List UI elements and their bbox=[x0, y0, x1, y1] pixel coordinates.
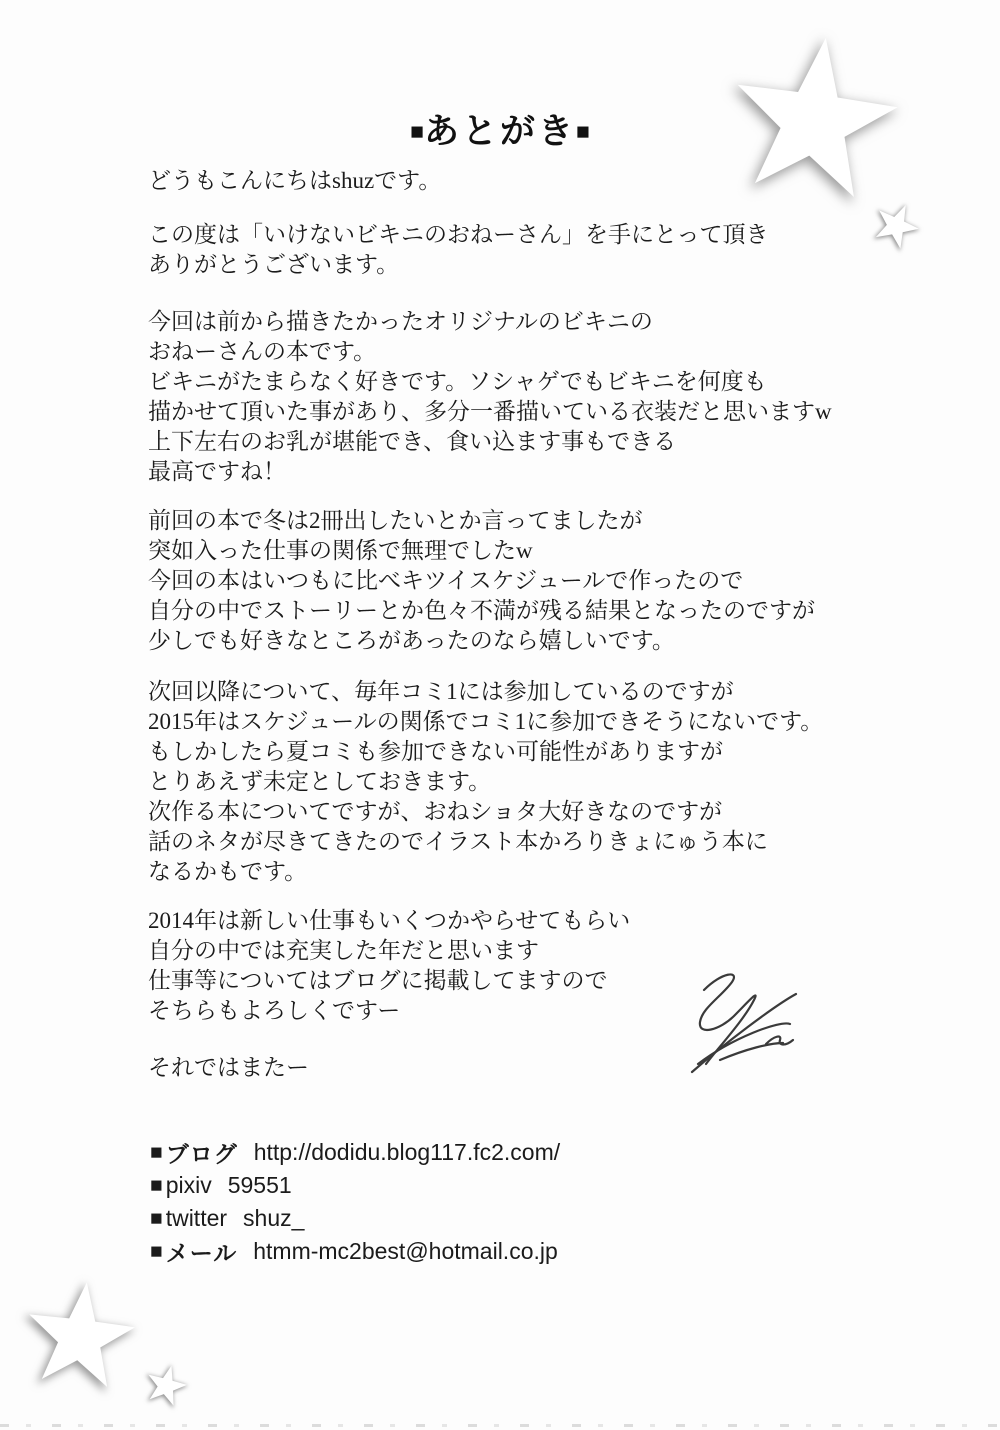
text-line: 次回以降について、毎年コミ1には参加しているのですが bbox=[148, 679, 734, 704]
contact-row-pixiv bbox=[150, 1169, 560, 1202]
pixiv-id: 59551 bbox=[227, 1172, 292, 1198]
text-line: 少しでも好きなところがあったのなら嬉しいです。 bbox=[148, 628, 675, 653]
text-line: そちらもよろしくですー bbox=[148, 998, 401, 1023]
text-line: ビキニがたまらなく好きです。ソシャゲでもビキニを何度も bbox=[148, 369, 767, 394]
square-bullet-icon: ■ bbox=[150, 1140, 163, 1164]
text-line: 今回は前から描きたかったオリジナルのビキニの bbox=[148, 309, 653, 334]
square-bullet-icon: ■ bbox=[150, 1206, 163, 1230]
text-line: 自分の中でストーリーとか色々不満が残る結果となったのですが bbox=[148, 598, 815, 623]
square-bullet-icon: ■ bbox=[410, 119, 424, 144]
text-line: なるかもです。 bbox=[148, 859, 308, 884]
square-bullet-icon: ■ bbox=[150, 1173, 163, 1197]
star-icon-small-bottom-left bbox=[139, 1359, 192, 1411]
text-line: 2014年は新しい仕事もいくつかやらせてもらい bbox=[148, 908, 631, 933]
text-line: もしかしたら夏コミも参加できない可能性がありますが bbox=[148, 739, 723, 764]
star-icon-large-bottom-left bbox=[15, 1276, 139, 1396]
paragraph-next-events bbox=[148, 677, 823, 887]
text-line: 前回の本で冬は2冊出したいとか言ってましたが bbox=[148, 508, 643, 533]
text-line: とりあえず未定としておきます。 bbox=[148, 769, 492, 794]
blog-url: http://dodidu.blog117.fc2.com/ bbox=[253, 1139, 561, 1165]
text-line: この度は「いけないビキニのおねーさん」を手にとって頂き bbox=[148, 222, 769, 247]
twitter-handle: shuz_ bbox=[243, 1205, 305, 1231]
text-line: 2015年はスケジュールの関係でコミ1に参加できそうにないです。 bbox=[148, 709, 824, 734]
text-line: 次作る本についてですが、おねショタ大好きなのですが bbox=[148, 799, 723, 824]
text-line: 話のネタが尽きてきたのでイラスト本かろりきょにゅう本に bbox=[148, 829, 768, 854]
contact-row-twitter bbox=[150, 1202, 560, 1235]
paragraph-thanks bbox=[148, 220, 769, 280]
text-line: 今回の本はいつもに比べキツイスケジュールで作ったので bbox=[148, 568, 744, 593]
text-line: 最高ですね！ bbox=[148, 459, 286, 484]
author-signature bbox=[692, 974, 796, 1072]
text-line: 上下左右のお乳が堪能でき、食い込ます事もできる bbox=[148, 429, 677, 454]
paragraph-year-review bbox=[148, 906, 630, 1026]
text-line: 突如入った仕事の関係で無理でしたw bbox=[148, 538, 533, 563]
contact-info bbox=[150, 1136, 560, 1268]
paragraph-greeting bbox=[148, 166, 441, 196]
email-address: htmm-mc2best@hotmail.co.jp bbox=[253, 1238, 558, 1264]
contact-label: twitter bbox=[165, 1205, 228, 1231]
paragraph-farewell bbox=[148, 1053, 309, 1083]
contact-label: pixiv bbox=[165, 1172, 212, 1198]
text-line: 描かせて頂いた事があり、多分一番描いている衣装だと思いますw bbox=[148, 399, 832, 424]
contact-label: ブログ bbox=[165, 1142, 238, 1167]
paragraph-about-book bbox=[148, 307, 832, 487]
text-line: それではまたー bbox=[148, 1055, 309, 1080]
paragraph-schedule bbox=[148, 506, 815, 656]
contact-row-email bbox=[150, 1235, 560, 1268]
text-line: 自分の中では充実した年だと思います bbox=[148, 938, 539, 963]
page-title bbox=[0, 104, 1000, 154]
star-icon-small-top-right bbox=[865, 194, 927, 255]
text-line: ありがとうございます。 bbox=[148, 252, 400, 277]
text-line: おねーさんの本です。 bbox=[148, 339, 377, 364]
scan-edge-artifact bbox=[0, 1424, 1000, 1427]
square-bullet-icon: ■ bbox=[576, 119, 590, 144]
contact-label: メール bbox=[165, 1241, 238, 1266]
text-line: 仕事等についてはブログに掲載してますので bbox=[148, 968, 608, 993]
text-line: どうもこんにちはshuzです。 bbox=[148, 168, 442, 193]
square-bullet-icon: ■ bbox=[150, 1239, 163, 1263]
contact-row-blog bbox=[150, 1136, 560, 1169]
page-title-text: あとがき bbox=[423, 112, 576, 151]
